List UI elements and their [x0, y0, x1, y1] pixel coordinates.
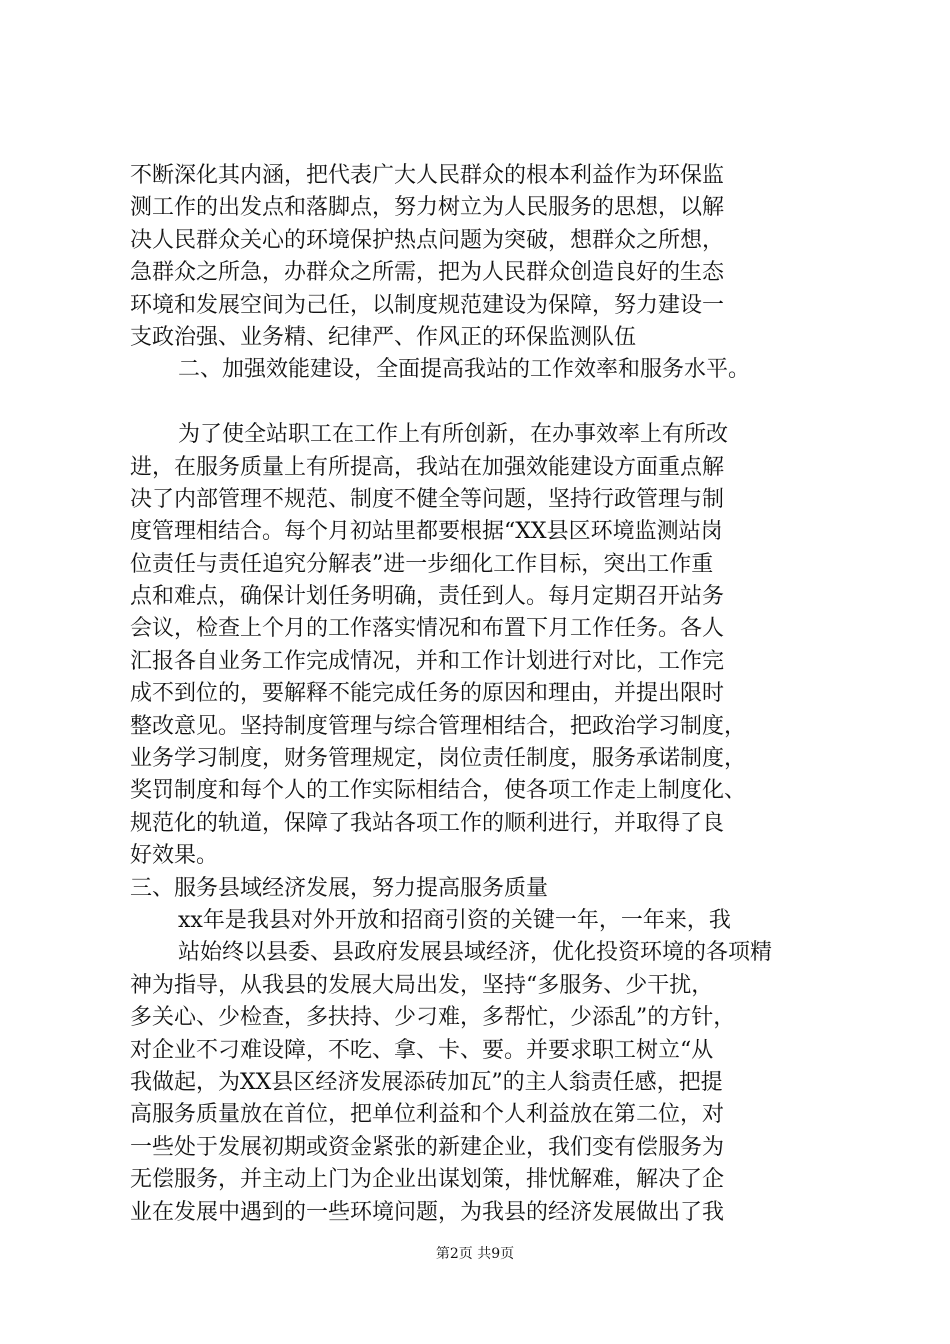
text-line: 业在发展中遇到的一些环境问题，为我县的经济发展做出了我 — [130, 1199, 725, 1225]
section-heading-3: xx年是我县对外开放和招商引资的关键一年，一年来，我 — [178, 907, 731, 933]
text-line: 支政治强、业务精、纪律严、作风正的环保监测队伍 — [130, 324, 637, 350]
text-line: 整改意见。坚持制度管理与综合管理相结合，把政治学习制度， — [130, 713, 747, 739]
body-text — [130, 160, 830, 1261]
text-line: 神为指导，从我县的发展大局出发，坚持“多服务、少干扰， — [130, 972, 714, 998]
text-line: 多关心、少检查，多扶持、少刁难，多帮忙，少添乱”的方针， — [130, 1005, 736, 1031]
text-line: 三、服务县域经济发展，努力提高服务质量 — [130, 875, 549, 901]
paragraph-gap — [130, 387, 830, 419]
text-line: 度管理相结合。每个月初站里都要根据“XX县区环境监测站岗 — [130, 519, 723, 545]
section-heading-2: 二、加强效能建设，全面提高我站的工作效率和服务水平。 — [178, 357, 751, 383]
text-line: 决人民群众关心的环境保护热点问题为突破，想群众之所想， — [130, 227, 725, 253]
text-line: 高服务质量放在首位，把单位利益和个人利益放在第二位，对 — [130, 1102, 725, 1128]
text-line: 站始终以县委、县政府发展县域经济，优化投资环境的各项精 — [178, 940, 773, 966]
text-line: 决了内部管理不规范、制度不健全等问题，坚持行政管理与制 — [130, 486, 725, 512]
text-line: 一些处于发展初期或资金紧张的新建企业，我们变有偿服务为 — [130, 1134, 725, 1160]
text-line: 汇报各自业务工作完成情况，并和工作计划进行对比，工作完 — [130, 648, 725, 674]
text-line: 急群众之所急，办群众之所需，把为人民群众创造良好的生态 — [130, 260, 725, 286]
text-line: 我做起，为XX县区经济发展添砖加瓦”的主人翁责任感，把提 — [130, 1069, 723, 1095]
page-footer: 第2页 共9页 — [435, 1246, 515, 1262]
text-line: 好效果。 — [130, 843, 219, 869]
text-line: 对企业不刁难设障，不吃、拿、卡、要。并要求职工树立“从 — [130, 1037, 714, 1063]
text-line: 业务学习制度，财务管理规定，岗位责任制度，服务承诺制度， — [130, 746, 747, 772]
text-line: 位责任与责任追究分解表”进一步细化工作目标，突出工作重 — [130, 551, 714, 577]
text-line: 点和难点，确保计划任务明确，责任到人。每月定期召开站务 — [130, 584, 725, 610]
text-line: 环境和发展空间为己任，以制度规范建设为保障，努力建设一 — [130, 292, 725, 318]
text-line: 无偿服务，并主动上门为企业出谋划策，排忧解难，解决了企 — [130, 1167, 725, 1193]
text-line: 规范化的轨道，保障了我站各项工作的顺利进行，并取得了良 — [130, 810, 725, 836]
text-line: 进，在服务质量上有所提高，我站在加强效能建设方面重点解 — [130, 454, 725, 480]
text-line: 测工作的出发点和落脚点，努力树立为人民服务的思想，以解 — [130, 195, 725, 221]
text-line: 成不到位的，要解释不能完成任务的原因和理由，并提出限时 — [130, 681, 725, 707]
text-line: 为了使全站职工在工作上有所创新，在办事效率上有所改 — [178, 422, 729, 448]
text-line: 会议，检查上个月的工作落实情况和布置下月工作任务。各人 — [130, 616, 725, 642]
text-line: 奖罚制度和每个人的工作实际相结合，使各项工作走上制度化、 — [130, 778, 747, 804]
text-line: 不断深化其内涵，把代表广大人民群众的根本利益作为环保监 — [130, 163, 725, 188]
